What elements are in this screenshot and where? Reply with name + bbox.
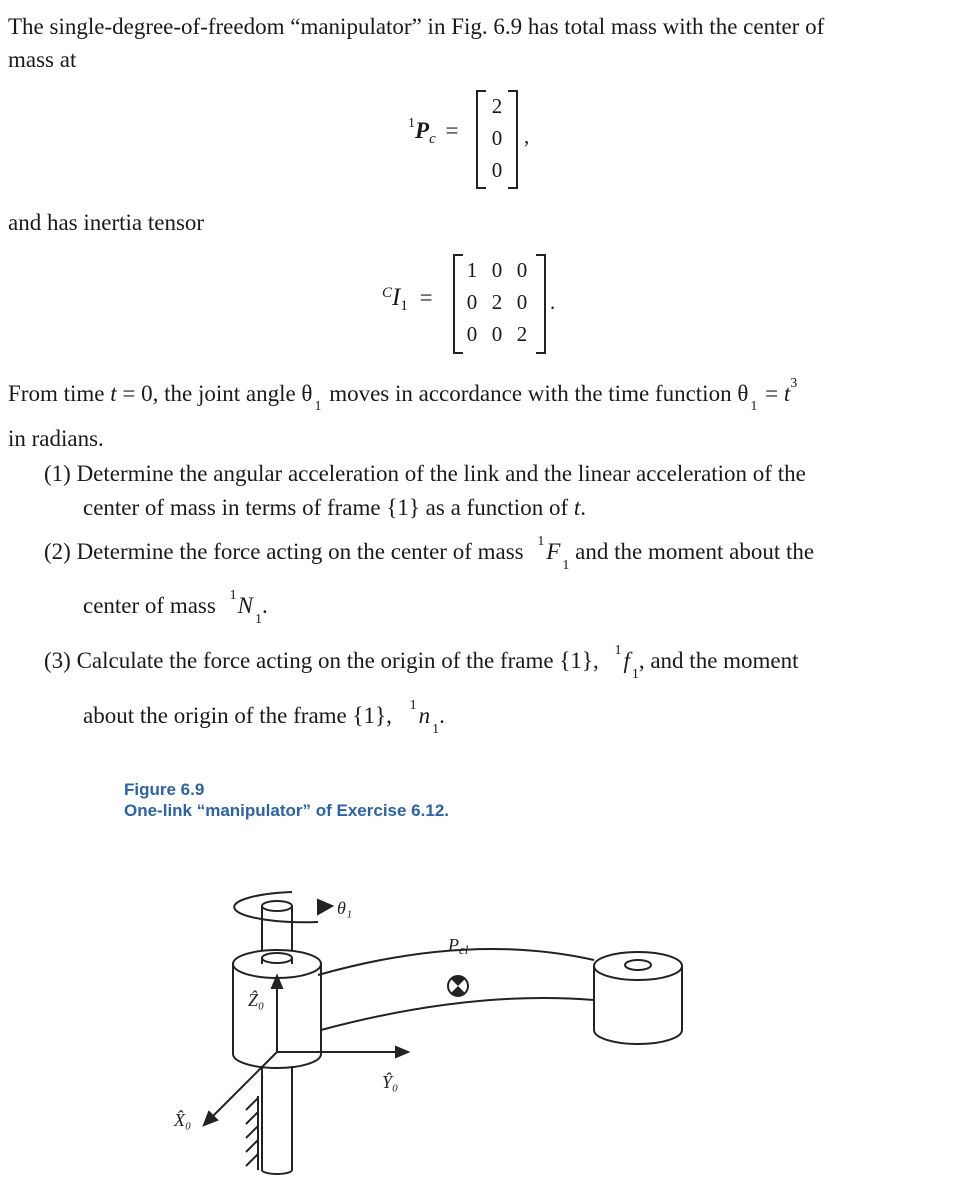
inertia-cell: 1 [466, 258, 478, 282]
q2-text: (2) Determine the force acting on the center of mass [44, 539, 530, 564]
pc-equals: = [445, 118, 459, 143]
q2-text: center of mass [83, 593, 222, 618]
top-shaft-top [262, 901, 292, 911]
end-cylinder-top [594, 952, 682, 980]
theta-subscript: 1 [314, 399, 322, 414]
intro-line-2: mass at [8, 47, 77, 72]
motion-eq: = [116, 381, 142, 406]
motion-line-2: in radians. [8, 426, 104, 451]
pc-lhs-symbol: P [415, 118, 430, 143]
inertia-cell: 0 [516, 290, 528, 314]
inertia-cell: 0 [466, 290, 478, 314]
question-2-line-1 [44, 535, 814, 572]
q2-end: . [261, 593, 268, 618]
question-3-line-1 [44, 644, 799, 681]
motion-line-1 [8, 377, 797, 414]
inertia-cell: 0 [466, 322, 478, 346]
F-superscript: 1 [537, 534, 545, 549]
question-1-line-1: (1) Determine the angular acceleration of the link and the linear acceleration of the [44, 461, 806, 486]
pc-trail: , [524, 124, 530, 148]
n-symbol: n [418, 703, 431, 728]
f-subscript: 1 [631, 667, 639, 682]
z-axis-label: Ẑ₀ [248, 990, 265, 1010]
question-3-line-2 [83, 699, 445, 736]
t-superscript: 3 [790, 376, 798, 391]
inertia-cell: 0 [491, 322, 503, 346]
figure-caption-title: Figure 6.9 [124, 780, 205, 799]
pc-lhs-sub: c [429, 131, 436, 147]
inertia-lhs-super: C [382, 285, 393, 301]
inertia-lhs [382, 284, 433, 312]
F-symbol: F [546, 539, 561, 564]
pc-value: 0 [491, 158, 503, 182]
manipulator-figure [0, 860, 964, 1186]
question-2-line-2 [83, 589, 268, 626]
q1-t: t [573, 495, 581, 520]
question-1-line-2 [83, 491, 586, 524]
N-superscript: 1 [229, 588, 237, 603]
motion-text: moves in accordance with the time function θ [323, 381, 749, 406]
N-subscript: 1 [254, 612, 262, 627]
q3-text: about the origin of the frame {1}, [83, 703, 398, 728]
F-subscript: 1 [562, 558, 570, 573]
pc-lhs [408, 116, 459, 147]
inertia-cell: 2 [516, 322, 528, 346]
theta-arrow-head [318, 900, 332, 914]
inertia-cell: 2 [491, 290, 503, 314]
q3-text: (3) Calculate the force acting on the origin of the frame {1}, [44, 648, 605, 673]
pc-vector [476, 90, 518, 189]
q3-text: , and the moment [638, 648, 799, 673]
center-of-mass-icon [448, 976, 468, 996]
f-superscript: 1 [614, 643, 622, 658]
pc-value: 0 [491, 126, 503, 150]
motion-zero: 0 [141, 381, 153, 406]
y-axis-arrowhead [396, 1047, 408, 1057]
motion-t: t [783, 381, 791, 406]
motion-text: From time [8, 381, 111, 406]
inertia-intro: and has inertia tensor [8, 210, 205, 235]
pc-value: 2 [491, 94, 503, 118]
intro-line-1: The single-degree-of-freedom “manipulator” in Fig. 6.9 has total mass with the center of [8, 14, 825, 39]
n-subscript: 1 [432, 722, 440, 737]
figure-caption-text: One-link “manipulator” of Exercise 6.12. [124, 801, 449, 820]
theta-label: θ₁ [337, 898, 353, 918]
y-axis-label: Ŷ₀ [382, 1072, 399, 1092]
inertia-cell: 0 [491, 258, 503, 282]
motion-t: t [110, 381, 117, 406]
inertia-lhs-symbol: I [392, 284, 401, 311]
inertia-matrix [453, 254, 546, 354]
N-symbol: N [237, 593, 253, 618]
pc-label: Pcl [448, 935, 469, 957]
inertia-equals: = [419, 285, 433, 310]
pc-lhs-super: 1 [408, 116, 415, 131]
q2-text: and the moment about the [569, 539, 815, 564]
inertia-cell: 0 [516, 258, 528, 282]
motion-eq: = [759, 381, 784, 406]
n-superscript: 1 [409, 698, 417, 713]
inertia-lhs-sub: 1 [400, 298, 408, 314]
theta-subscript: 1 [750, 399, 758, 414]
q1-end: . [580, 495, 587, 520]
link-bottom-edge [321, 998, 594, 1030]
f-symbol: f [623, 648, 630, 673]
x-axis-label: X̂₀ [174, 1110, 192, 1130]
motion-text: , the joint angle θ [152, 381, 313, 406]
q1-text: center of mass in terms of frame {1} as a function of [83, 495, 574, 520]
q3-end: . [439, 703, 445, 728]
inertia-trail: . [550, 290, 556, 314]
